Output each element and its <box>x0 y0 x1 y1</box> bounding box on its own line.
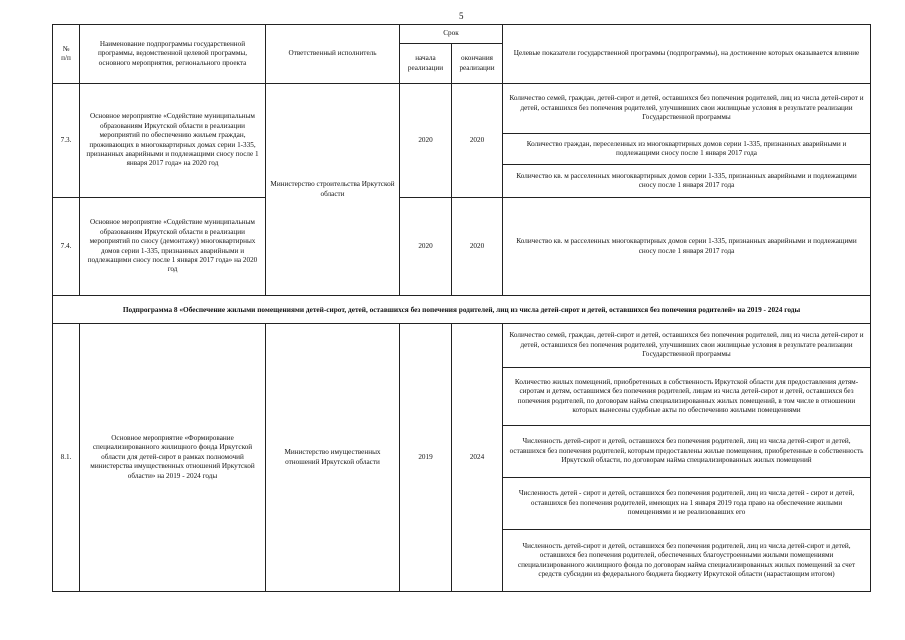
target-indicator: Численность детей-сирот и детей, оставшихся без попечения родителей, лиц из числа детей-сирот и детей, оставшихся без попечения родителей, которым предоставлены жилые помещения, приобретенные в собственность Иркутской области, по договорам найма специализированных жилых помещений <box>503 426 871 478</box>
row-name: Основное мероприятие «Формирование специализированного жилищного фонда Иркутской области для детей-сирот в рамках полномочий министерства имущественных отношений Иркутской области» на 2019 - 2024 годы <box>80 324 266 592</box>
page-number: 5 <box>459 11 464 21</box>
header-executor: Ответственный исполнитель <box>266 25 400 84</box>
subprogram-title: Подпрограмма 8 «Обеспечение жилыми помещениями детей-сирот, детей, оставшихся без попечения родителей, лиц из числа детей-сирот и детей, оставшихся без попечения родителей» на 2019 - 2024 годы <box>53 296 871 324</box>
row-num: 8.1. <box>53 324 80 592</box>
header-row <box>53 25 871 44</box>
row-name: Основное мероприятие «Содействие муниципальным образованиям Иркутской области в реализации мероприятий по сносу (демонтажу) многоквартирных домов серии 1-335, признанных аварийными и подлежащими сносу после 1 января 2017 года» на 2020 год <box>80 198 266 296</box>
program-table <box>52 24 871 592</box>
row-start: 2020 <box>400 198 452 296</box>
header-name: Наименование подпрограммы государственной программы, ведомственной целевой программы, основного мероприятия, регионального проекта <box>80 25 266 84</box>
target-indicator: Численность детей - сирот и детей, оставшихся без попечения родителей, лиц из числа детей - сирот и детей, оставшихся без попечения родителей, имеющих на 1 января 2019 года право на обеспечение жилыми помещениями и не реализовавших его <box>503 478 871 530</box>
table-row <box>53 324 871 368</box>
header-targets: Целевые показатели государственной программы (подпрограммы), на достижение которых оказывается влияние <box>503 25 871 84</box>
table-row <box>53 84 871 134</box>
target-indicator: Количество жилых помещений, приобретенных в собственность Иркутской области для предоставления детям-сиротам и детям, оставшимся без попечения родителей, лицам из числа детей-сирот и детей, оставшихся без попечения родителей, по договорам найма специализированных жилых помещений, в том числе в отношении которых вынесены судебные акты по обеспечению жилыми помещениями <box>503 368 871 426</box>
header-end: окончания реализации <box>452 44 503 84</box>
row-start: 2019 <box>400 324 452 592</box>
target-indicator: Количество семей, граждан, детей-сирот и детей, оставшихся без попечения родителей, лиц из числа детей-сирот и детей, оставшихся без попечения родителей, улучшивших свои жилищные условия в результате реализации Государственной программы <box>503 324 871 368</box>
header-start: начала реализации <box>400 44 452 84</box>
row-end: 2024 <box>452 324 503 592</box>
row-start: 2020 <box>400 84 452 198</box>
header-term: Срок <box>400 25 503 44</box>
row-end: 2020 <box>452 84 503 198</box>
subprogram-row <box>53 296 871 324</box>
row-executor: Министерство строительства Иркутской области <box>266 84 400 296</box>
target-indicator: Количество кв. м расселенных многоквартирных домов серии 1-335, признанных аварийными и подлежащими сносу после 1 января 2017 года <box>503 198 871 296</box>
target-indicator: Численность детей-сирот и детей, оставшихся без попечения родителей, лиц из числа детей-сирот и детей, оставшихся без попечения родителей, обеспеченных благоустроенными жилыми помещениями специализированного жилищного фонда по договорам найма специализированных жилых помещений за счет средств субсидии из федерального бюджета бюджету Иркутской области (нарастающим итогом) <box>503 530 871 592</box>
target-indicator: Количество кв. м расселенных многоквартирных домов серии 1-335, признанных аварийными и подлежащими сносу после 1 января 2017 года <box>503 165 871 198</box>
row-num: 7.3. <box>53 84 80 198</box>
row-name: Основное мероприятие «Содействие муниципальным образованиям Иркутской области в реализации мероприятий по обеспечению жильем граждан, проживающих в многоквартирных домах серии 1-335, признанных аварийными и подлежащими сносу после 1 января 2017 года» на 2020 год <box>80 84 266 198</box>
target-indicator: Количество граждан, переселенных из многоквартирных домов серии 1-335, признанных аварийными и подлежащими сносу после 1 января 2017 года <box>503 134 871 165</box>
table-row <box>53 198 871 296</box>
row-end: 2020 <box>452 198 503 296</box>
target-indicator: Количество семей, граждан, детей-сирот и детей, оставшихся без попечения родителей, лиц из числа детей-сирот и детей, оставшихся без попечения родителей, улучшивших свои жилищные условия в результате реализации Государственной программы <box>503 84 871 134</box>
row-num: 7.4. <box>53 198 80 296</box>
header-num: № п/п <box>53 25 80 84</box>
row-executor: Министерство имущественных отношений Иркутской области <box>266 324 400 592</box>
